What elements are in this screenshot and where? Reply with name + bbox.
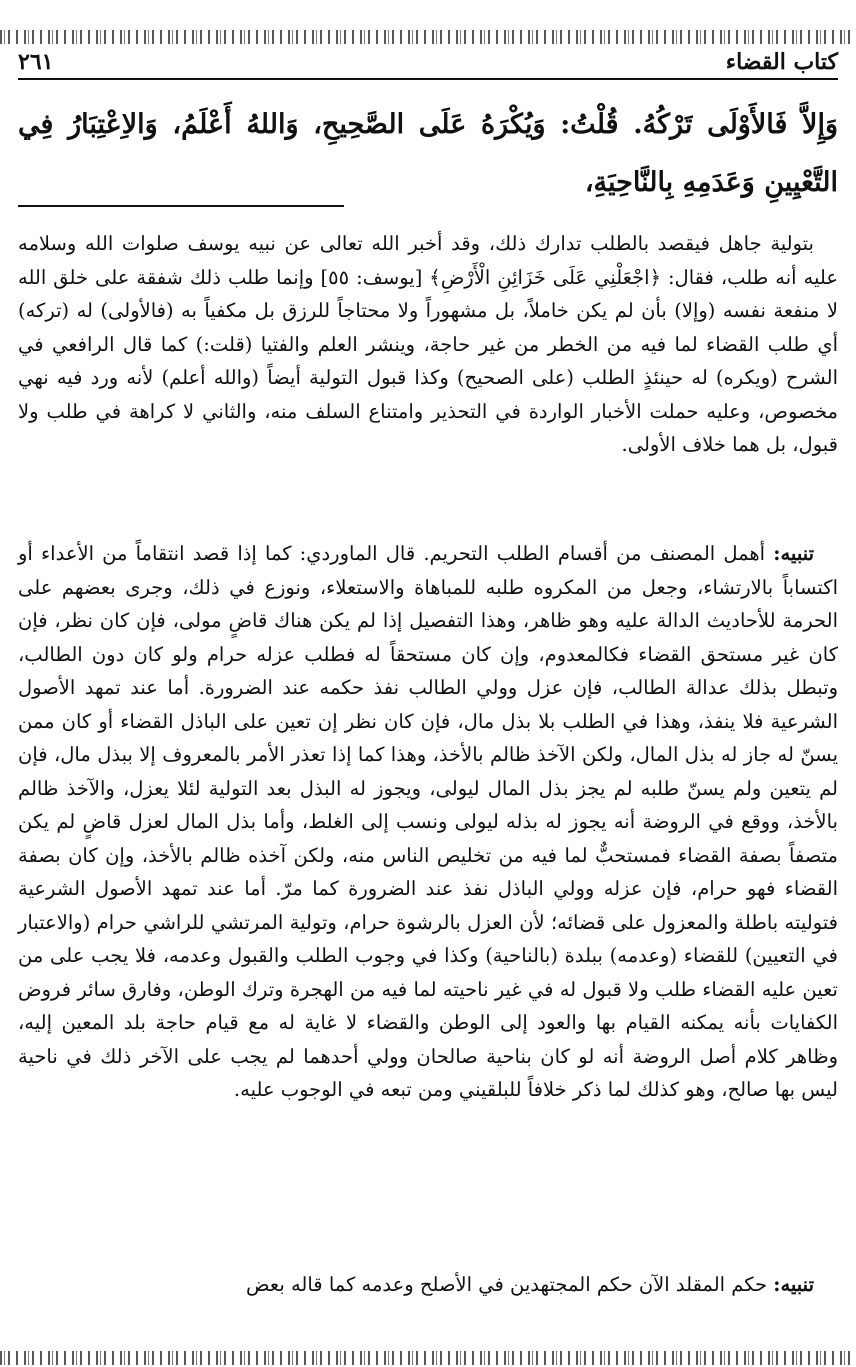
top-ornamental-border	[0, 30, 856, 44]
tanbih-label-2: تنبيه:	[773, 1273, 814, 1296]
commentary-paragraph-1: بتولية جاهل فيقصد بالطلب تدارك ذلك، وقد أخبر الله تعالى عن نبيه يوسف صلوات الله وسلامه عليه أنه طلب، فقال: ﴿اجْعَلْنِي عَلَى خَزَائِنِ الْأَرْضِ﴾ [يوسف: ٥٥] وإنما طلب ذلك شفقة على خلق الله لا منفعة نفسه (وإلا) بأن لم يكن خاملاً، بل مشهوراً ولا محتاجاً للرزق بل مكفياً به (فالأولى) له (تركه) أي طلب القضاء لما فيه من الخطر من غير حاجة، وينشر العلم والفتيا (قلت:) كما قال الرافعي في الشرح (ويكره) له حينئذٍ الطلب (على الصحيح) وكذا قبول التولية أيضاً (والله أعلم) لأنه ورد فيه نهي مخصوص، وعليه حملت الأخبار الواردة في التحذير وامتناع السلف منه، والثاني لا كراهة في طلب ولا قبول، بل هما خلاف الأولى.	[18, 232, 838, 456]
separator-rule	[18, 205, 344, 207]
commentary-block-1	[18, 227, 838, 462]
matn-text: وَإِلاَّ فَالأَوْلَى تَرْكُهُ. قُلْتُ: وَيُكْرَهُ عَلَى الصَّحِيحِ، وَاللهُ أَعْلَمُ، وَالاِعْتِبَارُ فِي التَّعْيِينِ وَعَدَمِهِ بِالنَّاحِيَةِ،	[18, 109, 838, 198]
commentary-paragraph-3	[18, 1268, 838, 1302]
page-number: ٢٦١	[18, 49, 54, 75]
page-header	[18, 46, 838, 80]
commentary-block-3	[18, 1268, 838, 1302]
book-title: كتاب القضاء	[725, 49, 838, 75]
tanbih-text-1: أهمل المصنف من أقسام الطلب التحريم. قال الماوردي: كما إذا قصد انتقاماً من الأعداء أو اكتساباً بالارتشاء، وجعل من المكروه طلبه للمباهاة والاستعلاء، ونوزع في ذلك، وجرى بعضهم على الحرمة للأحاديث الدالة عليه وهو ظاهر، وهذا التفصيل إذا لم يكن هناك قاضٍ مولى، فإن كان نظر، فإن كان غير مستحق القضاء فكالمعدوم، وإن كان مستحقاً له فطلب عزله حرام ولو كان دون الطالب، وتبطل بذلك عدالة الطالب، فإن عزل وولي الطالب نفذ حكمه عند الضرورة. أما عند تمهد الأصول الشرعية فلا ينفذ، وهذا في الطلب بلا بذل مال، فإن كان نظر إن تعين على الباذل القضاء أو كان ممن يسنّ له جاز له بذل المال، ولكن الآخذ ظالم بالأخذ، وهذا كما إذا تعذر الأمر بالمعروف إلا ببذل مال، فإن لم يتعين ولم يسنّ طلبه لم يجز بذل المال ليولى، ويجوز له البذل بعد التولية لئلا يعزل، والآخذ ظالم بالأخذ، ووقع في الروضة أنه يجوز له بذله ليولى ونسب إلى الغلط، وأما بذل المال لعزل قاضٍ لم يكن متصفاً بصفة القضاء فمستحبٌّ لما فيه من تخليص الناس منه، ولكن آخذه ظالم بالأخذ، وإن كان بصفة القضاء فهو حرام، فإن عزله وولي الباذل نفذ عند الضرورة كما مرّ. أما عند تمهد الأصول الشرعية فتوليته باطلة والمعزول على قضائه؛ لأن العزل بالرشوة حرام، وتولية المرتشي للراشي حرام (والاعتبار في التعيين) للقضاء (وعدمه) ببلدة (بالناحية) وكذا في وجوب الطلب والقبول وعدمه، فلا يجب على من تعين عليه القضاء طلب ولا قبول له في غير ناحيته لما فيه من الهجرة وترك الوطن، وفارق سائر فروض الكفايات بأنه يمكنه القيام بها والعود إلى الوطن والقضاء لا غاية له مع قيام حاجة بلد المعين إليه، وظاهر كلام أصل الروضة أنه لو كان بناحية صالحان وولي أحدهما لم يجب على الآخر ذلك في ناحية ليس بها صالح، وهو كذلك لما ذكر خلافاً للبلقيني ومن تبعه في الوجوب عليه.	[18, 542, 839, 1101]
tanbih-label-1: تنبيه:	[773, 542, 815, 565]
commentary-paragraph-2	[18, 537, 838, 1107]
commentary-block-2	[18, 537, 838, 1107]
bottom-ornamental-border	[0, 1351, 856, 1365]
tanbih-text-2: حكم المقلد الآن حكم المجتهدين في الأصلح وعدمه كما قاله بعض	[246, 1273, 768, 1296]
